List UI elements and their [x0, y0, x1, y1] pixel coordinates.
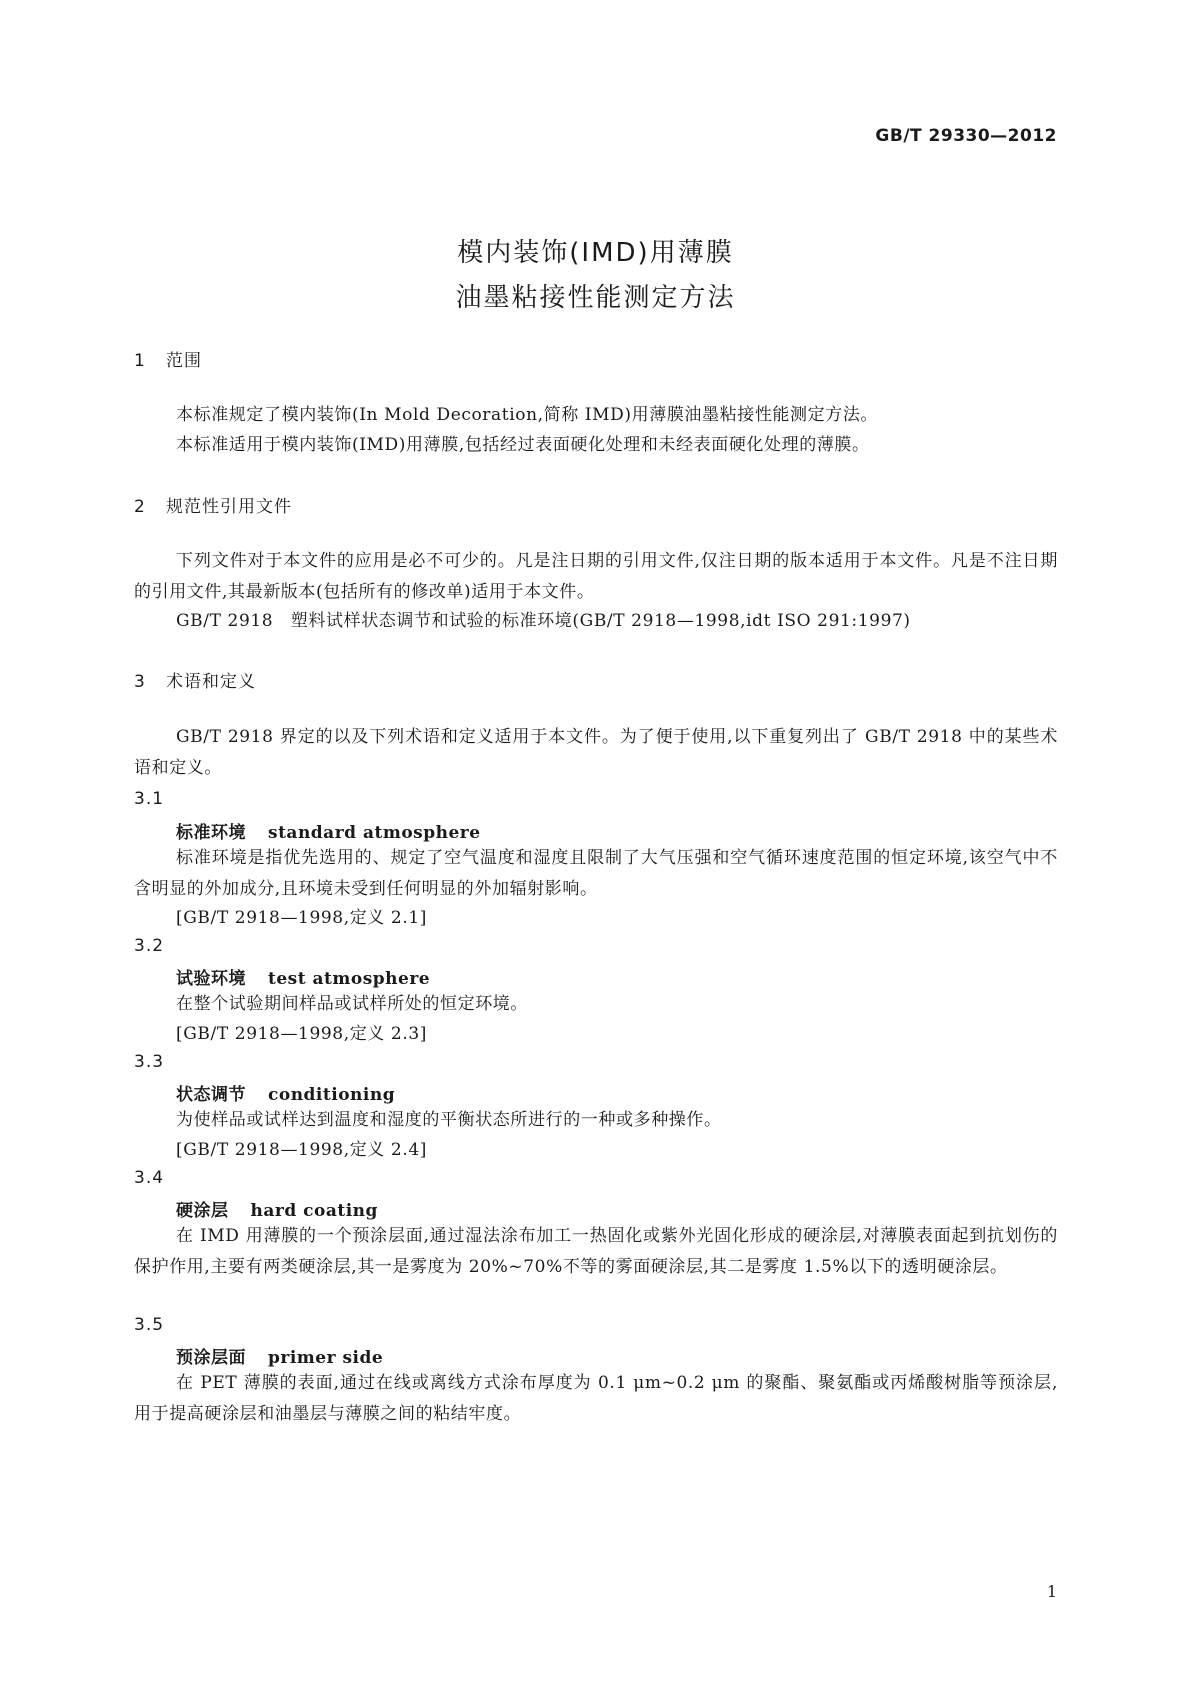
section-1-heading — [134, 346, 202, 371]
page-number: 1 — [1046, 1582, 1057, 1601]
section-number: 1 — [134, 351, 146, 371]
standard-number: GB/T 29330—2012 — [875, 126, 1057, 146]
clause-number: 3.2 — [134, 936, 165, 956]
term-chinese: 试验环境 — [176, 969, 246, 989]
term-heading — [176, 964, 430, 989]
section-1-paragraph-2: 本标准适用于模内装饰(IMD)用薄膜,包括经过表面硬化处理和未经表面硬化处理的薄膜。 — [176, 435, 870, 455]
section-number: 2 — [134, 497, 146, 517]
term-chinese: 状态调节 — [176, 1085, 246, 1105]
section-3-paragraph-1: GB/T 2918 界定的以及下列术语和定义适用于本文件。为了便于使用,以下重复列出了 GB/T 2918 中的某些术语和定义。 — [134, 727, 1058, 778]
term-source: [GB/T 2918—1998,定义 2.4] — [176, 1140, 427, 1160]
section-title: 范围 — [166, 351, 202, 371]
clause-number: 3.4 — [134, 1168, 165, 1188]
term-heading — [176, 1343, 383, 1368]
term-definition: 标准环境是指优先选用的、规定了空气温度和湿度且限制了大气压强和空气循环速度范围的恒定环境,该空气中不含明显的外加成分,且环境未受到任何明显的外加辐射影响。 — [134, 848, 1058, 899]
term-definition: 在 IMD 用薄膜的一个预涂层面,通过湿法涂布加工一热固化或紫外光固化形成的硬涂层,对薄膜表面起到抗划伤的保护作用,主要有两类硬涂层,其一是雾度为 20%~70%不等的雾面硬涂层,其二是雾度 1.5%以下的透明硬涂层。 — [134, 1226, 1058, 1277]
term-heading — [176, 1080, 395, 1105]
document-title-line-1: 模内装饰(IMD)用薄膜 — [457, 238, 734, 268]
section-number: 3 — [134, 672, 146, 692]
term-english: standard atmosphere — [268, 823, 481, 843]
clause-number: 3.5 — [134, 1315, 165, 1335]
clause-number: 3.3 — [134, 1052, 165, 1072]
section-title: 规范性引用文件 — [166, 497, 292, 517]
term-chinese: 硬涂层 — [176, 1201, 229, 1221]
term-definition: 在整个试验期间样品或试样所处的恒定环境。 — [176, 994, 528, 1014]
section-3-heading — [134, 667, 256, 692]
term-heading — [176, 1196, 378, 1221]
term-english: conditioning — [268, 1085, 396, 1105]
term-heading — [176, 818, 481, 843]
term-definition: 为使样品或试样达到温度和湿度的平衡状态所进行的一种或多种操作。 — [176, 1110, 722, 1130]
section-2-heading — [134, 492, 292, 517]
section-title: 术语和定义 — [166, 672, 256, 692]
term-definition: 在 PET 薄膜的表面,通过在线或离线方式涂布厚度为 0.1 μm~0.2 μm 的聚酯、聚氨酯或丙烯酸树脂等预涂层,用于提高硬涂层和油墨层与薄膜之间的粘结牢度。 — [134, 1373, 1058, 1424]
term-english: hard coating — [250, 1201, 378, 1221]
document-title-line-2: 油墨粘接性能测定方法 — [455, 283, 736, 313]
term-english: test atmosphere — [268, 969, 431, 989]
term-chinese: 标准环境 — [176, 823, 246, 843]
term-chinese: 预涂层面 — [176, 1348, 246, 1368]
section-1-paragraph-1: 本标准规定了模内装饰(In Mold Decoration,简称 IMD)用薄膜油墨粘接性能测定方法。 — [176, 405, 879, 425]
term-source: [GB/T 2918—1998,定义 2.3] — [176, 1024, 427, 1044]
term-source: [GB/T 2918—1998,定义 2.1] — [176, 908, 427, 928]
normative-reference: GB/T 2918 塑料试样状态调节和试验的标准环境(GB/T 2918—1998,idt ISO 291:1997) — [176, 611, 911, 631]
term-english: primer side — [268, 1348, 384, 1368]
clause-number: 3.1 — [134, 789, 165, 809]
section-2-paragraph-1: 下列文件对于本文件的应用是必不可少的。凡是注日期的引用文件,仅注日期的版本适用于本文件。凡是不注日期的引用文件,其最新版本(包括所有的修改单)适用于本文件。 — [134, 551, 1058, 602]
